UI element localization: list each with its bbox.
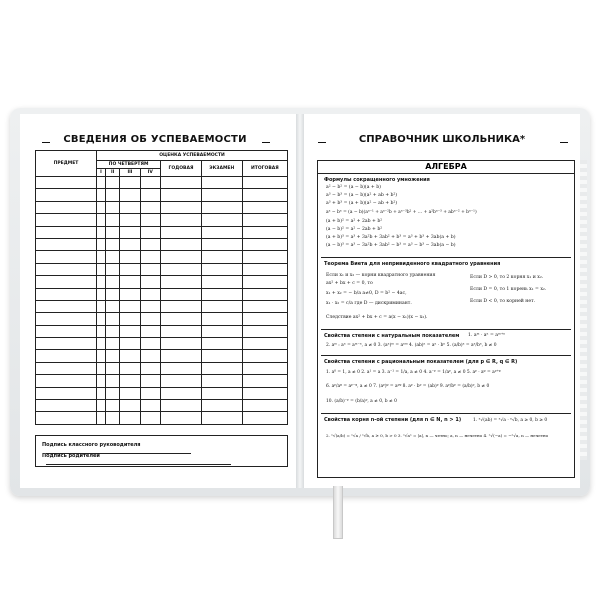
table-row <box>36 263 288 275</box>
table-row <box>36 362 288 374</box>
grade-cell[interactable] <box>242 251 287 263</box>
signature-box <box>35 435 288 467</box>
table-row <box>36 251 288 263</box>
grade-cell[interactable] <box>242 313 287 325</box>
grade-cell[interactable] <box>140 288 161 300</box>
grade-cell[interactable] <box>161 276 202 288</box>
section-divider <box>321 257 571 258</box>
grade-cell[interactable] <box>242 362 287 374</box>
table-row <box>36 177 288 189</box>
grade-cell[interactable] <box>105 238 120 250</box>
algebra-reference-box <box>317 160 575 478</box>
grade-cell[interactable] <box>161 189 202 201</box>
grades-title: СВЕДЕНИЯ ОБ УСПЕВАЕМОСТИ <box>63 134 247 145</box>
grade-cell[interactable] <box>242 300 287 312</box>
grade-cell[interactable] <box>140 300 161 312</box>
grade-cell[interactable] <box>120 375 140 387</box>
teacher-signature-label: Подпись классного руководителя <box>42 442 141 448</box>
grade-cell[interactable] <box>201 288 242 300</box>
grade-cell[interactable] <box>140 313 161 325</box>
grade-cell[interactable] <box>140 251 161 263</box>
grade-cell[interactable] <box>105 276 120 288</box>
reference-title: СПРАВОЧНИК ШКОЛЬНИКА* <box>358 134 526 145</box>
grade-cell[interactable] <box>161 201 202 213</box>
grade-cell[interactable] <box>140 214 161 226</box>
subject-cell[interactable] <box>36 177 97 189</box>
grade-cell[interactable] <box>120 177 140 189</box>
grade-cell[interactable] <box>242 226 287 238</box>
section-divider <box>321 413 571 414</box>
formula-line: (a − b)³ = a³ − 3a²b + 3ab² − b³ = a³ − b³ − 3ab(a − b) <box>326 243 456 248</box>
grade-cell[interactable] <box>120 263 140 275</box>
grade-cell[interactable] <box>140 238 161 250</box>
grade-cell[interactable] <box>120 276 140 288</box>
grade-cell[interactable] <box>201 400 242 412</box>
subject-cell[interactable] <box>36 400 97 412</box>
grade-cell[interactable] <box>105 325 120 337</box>
grade-cell[interactable] <box>105 214 120 226</box>
grade-cell[interactable] <box>120 387 140 399</box>
grade-cell[interactable] <box>140 325 161 337</box>
grade-cell[interactable] <box>140 362 161 374</box>
grade-cell[interactable] <box>242 177 287 189</box>
parent-signature-label: Подпись родителей <box>42 453 100 459</box>
grade-cell[interactable] <box>201 214 242 226</box>
table-row <box>36 338 288 350</box>
grade-cell[interactable] <box>201 412 242 424</box>
formula-line: aⁿ − bⁿ = (a − b)(aⁿ⁻¹ + aⁿ⁻²b + aⁿ⁻³b² + … + a²bⁿ⁻³ + abⁿ⁻² + bⁿ⁻¹) <box>326 210 477 215</box>
grade-cell[interactable] <box>97 300 106 312</box>
table-row <box>36 400 288 412</box>
quarters-header: ПО ЧЕТВЕРТЯМ <box>97 161 161 169</box>
grade-cell[interactable] <box>105 226 120 238</box>
parent-signature-row <box>42 453 287 465</box>
abbrev-mult-title: Формулы сокращенного умножения <box>324 177 430 183</box>
quarter-4-header: IV <box>140 169 161 177</box>
grade-cell[interactable] <box>201 387 242 399</box>
yearly-header: ГОДОВАЯ <box>161 161 202 177</box>
grade-cell[interactable] <box>120 313 140 325</box>
grade-cell[interactable] <box>120 338 140 350</box>
grade-cell[interactable] <box>97 313 106 325</box>
grade-cell[interactable] <box>105 189 120 201</box>
subject-cell[interactable] <box>36 251 97 263</box>
quarter-1-header: I <box>97 169 106 177</box>
subject-cell[interactable] <box>36 387 97 399</box>
table-row <box>36 412 288 424</box>
grade-cell[interactable] <box>97 238 106 250</box>
grade-cell[interactable] <box>161 338 202 350</box>
vieta-case: Если D < 0, то корней нет. <box>470 299 536 304</box>
grade-cell[interactable] <box>201 251 242 263</box>
grade-cell[interactable] <box>242 201 287 213</box>
formula-line: (a − b)² = a² − 2ab + b² <box>326 227 383 232</box>
grade-cell[interactable] <box>140 189 161 201</box>
grade-cell[interactable] <box>120 325 140 337</box>
grade-cell[interactable] <box>242 214 287 226</box>
grade-cell[interactable] <box>120 300 140 312</box>
table-row <box>36 276 288 288</box>
grade-cell[interactable] <box>201 263 242 275</box>
grade-cell[interactable] <box>140 263 161 275</box>
grade-cell[interactable] <box>201 238 242 250</box>
grade-cell[interactable] <box>161 412 202 424</box>
grade-cell[interactable] <box>161 362 202 374</box>
grade-cell[interactable] <box>97 201 106 213</box>
grade-cell[interactable] <box>140 201 161 213</box>
grade-cell[interactable] <box>105 300 120 312</box>
grade-cell[interactable] <box>161 375 202 387</box>
grade-cell[interactable] <box>242 189 287 201</box>
grade-cell[interactable] <box>140 400 161 412</box>
table-row <box>36 375 288 387</box>
page-edges <box>579 160 587 460</box>
grade-cell[interactable] <box>161 350 202 362</box>
rational-power-line: 1. a⁰ = 1, a ≠ 0 2. a¹ = a 3. a⁻¹ = 1/a, a ≠ 0 4. a⁻ᵖ = 1/aᵖ, a ≠ 0 5. aᵖ · aᵠ = aᵖ⁺ᵠ <box>326 370 501 375</box>
subject-cell[interactable] <box>36 238 97 250</box>
subject-cell[interactable] <box>36 263 97 275</box>
parent-signature-line[interactable] <box>46 464 231 465</box>
grade-cell[interactable] <box>201 276 242 288</box>
vieta-line: x₁ · x₂ = c/a где D — дискриминант. <box>326 301 412 306</box>
grade-cell[interactable] <box>140 338 161 350</box>
table-row <box>36 238 288 250</box>
grade-cell[interactable] <box>97 412 106 424</box>
table-row <box>36 226 288 238</box>
grade-cell[interactable] <box>161 300 202 312</box>
grade-cell[interactable] <box>161 387 202 399</box>
subject-cell[interactable] <box>36 288 97 300</box>
grade-cell[interactable] <box>161 325 202 337</box>
subject-cell[interactable] <box>36 226 97 238</box>
grade-cell[interactable] <box>201 177 242 189</box>
grade-cell[interactable] <box>97 276 106 288</box>
formula-line: (a + b)³ = a³ + 3a²b + 3ab² + b³ = a³ + b³ + 3ab(a + b) <box>326 235 456 240</box>
natural-power-line: 1. aᵐ · aⁿ = aᵐ⁺ⁿ <box>468 333 506 338</box>
vieta-case: Если D > 0, то 2 корня x₁ и x₂. <box>470 275 544 280</box>
subject-cell[interactable] <box>36 201 97 213</box>
grade-cell[interactable] <box>120 350 140 362</box>
grade-cell[interactable] <box>97 177 106 189</box>
grade-cell[interactable] <box>201 201 242 213</box>
grade-cell[interactable] <box>105 313 120 325</box>
root-line: 2. ⁿ√(a/b) = ⁿ√a / ⁿ√b, a ≥ 0, b > 0 3. ⁿ√aⁿ = |a|, n — четно; a, n — нечетно 4. ⁿ√(−a) = −ⁿ√a, n — нечетно <box>326 433 549 438</box>
grade-cell[interactable] <box>161 238 202 250</box>
grade-cell[interactable] <box>242 338 287 350</box>
table-row <box>36 313 288 325</box>
grade-cell[interactable] <box>120 238 140 250</box>
grade-cell[interactable] <box>97 325 106 337</box>
table-row <box>36 189 288 201</box>
subject-cell[interactable] <box>36 313 97 325</box>
table-row <box>36 300 288 312</box>
section-divider <box>321 329 571 330</box>
grade-cell[interactable] <box>105 350 120 362</box>
grade-cell[interactable] <box>242 288 287 300</box>
grade-cell[interactable] <box>140 387 161 399</box>
subject-header: ПРЕДМЕТ <box>36 151 97 177</box>
grade-cell[interactable] <box>105 251 120 263</box>
subject-cell[interactable] <box>36 325 97 337</box>
grade-cell[interactable] <box>120 362 140 374</box>
exam-header: ЭКЗАМЕН <box>201 161 242 177</box>
grades-header: ОЦЕНКА УСПЕВАЕМОСТИ <box>97 151 288 161</box>
diary-spine <box>296 114 304 488</box>
grade-cell[interactable] <box>105 412 120 424</box>
grade-cell[interactable] <box>97 387 106 399</box>
grade-cell[interactable] <box>140 375 161 387</box>
grade-cell[interactable] <box>105 375 120 387</box>
grade-cell[interactable] <box>201 375 242 387</box>
grade-cell[interactable] <box>120 412 140 424</box>
final-header: ИТОГОВАЯ <box>242 161 287 177</box>
grade-cell[interactable] <box>161 177 202 189</box>
rational-power-title: Свойства степени с рациональным показателем (для p ∈ R, q ∈ R) <box>324 359 518 365</box>
grade-cell[interactable] <box>140 177 161 189</box>
grade-cell[interactable] <box>97 214 106 226</box>
vieta-line: ax² + bx + c = 0, то <box>326 281 373 286</box>
vieta-line: Следствие ax² + bx + c = a(x − x₁)(x − x₂). <box>326 315 428 320</box>
grade-cell[interactable] <box>97 288 106 300</box>
subject-cell[interactable] <box>36 412 97 424</box>
grade-cell[interactable] <box>105 201 120 213</box>
grade-cell[interactable] <box>161 226 202 238</box>
grade-cell[interactable] <box>120 214 140 226</box>
grade-cell[interactable] <box>97 226 106 238</box>
root-line: 1. ⁿ√(ab) = ⁿ√a · ⁿ√b, a ≥ 0, b ≥ 0 <box>473 418 548 423</box>
grade-cell[interactable] <box>140 226 161 238</box>
grade-cell[interactable] <box>105 400 120 412</box>
grade-cell[interactable] <box>97 263 106 275</box>
grade-cell[interactable] <box>120 251 140 263</box>
grade-cell[interactable] <box>97 375 106 387</box>
grade-cell[interactable] <box>97 189 106 201</box>
rational-power-line: 6. aᵖ/aᵠ = aᵖ⁻ᵠ, a ≠ 0 7. (aᵖ)ᵠ = aᵖᵠ 8. aᵖ · bᵖ = (ab)ᵖ 9. aᵖ/bᵖ = (a/b)ᵖ, b ≠ 0 <box>326 384 490 389</box>
grade-cell[interactable] <box>161 313 202 325</box>
grade-cell[interactable] <box>161 263 202 275</box>
quarter-3-header: III <box>120 169 140 177</box>
grade-cell[interactable] <box>242 412 287 424</box>
table-row <box>36 214 288 226</box>
grade-cell[interactable] <box>201 189 242 201</box>
grade-cell[interactable] <box>201 226 242 238</box>
grade-cell[interactable] <box>120 226 140 238</box>
subject-cell[interactable] <box>36 189 97 201</box>
vieta-line: x₁ + x₂ = − b/a a≠0, D = b² − 4ac, <box>326 291 407 296</box>
grade-cell[interactable] <box>105 288 120 300</box>
table-row <box>36 325 288 337</box>
grade-cell[interactable] <box>201 325 242 337</box>
quarter-2-header: II <box>105 169 120 177</box>
grade-cell[interactable] <box>161 400 202 412</box>
grade-cell[interactable] <box>105 362 120 374</box>
formula-line: a³ + b³ = (a + b)(a² − ab + b²) <box>326 201 398 206</box>
algebra-heading: АЛГЕБРА <box>318 161 574 174</box>
formula-line: a² − b² = (a − b)(a + b) <box>326 185 381 190</box>
grade-cell[interactable] <box>201 300 242 312</box>
grade-cell[interactable] <box>120 201 140 213</box>
grade-cell[interactable] <box>105 263 120 275</box>
grade-cell[interactable] <box>120 400 140 412</box>
grade-cell[interactable] <box>242 238 287 250</box>
title-rule-right <box>262 142 270 143</box>
grade-cell[interactable] <box>161 214 202 226</box>
vieta-title: Теорема Виета для непривиденного квадратного уравнения <box>324 261 501 267</box>
grade-cell[interactable] <box>140 350 161 362</box>
subject-cell[interactable] <box>36 214 97 226</box>
grade-cell[interactable] <box>242 325 287 337</box>
formula-line: (a + b)² = a² + 2ab + b² <box>326 219 383 224</box>
grade-cell[interactable] <box>97 362 106 374</box>
formula-line: a³ − b³ = (a − b)(a² + ab + b²) <box>326 193 398 198</box>
grade-cell[interactable] <box>201 362 242 374</box>
subject-cell[interactable] <box>36 350 97 362</box>
table-row <box>36 288 288 300</box>
grade-cell[interactable] <box>140 276 161 288</box>
grade-cell[interactable] <box>97 251 106 263</box>
table-row <box>36 387 288 399</box>
grade-cell[interactable] <box>242 375 287 387</box>
grade-cell[interactable] <box>97 350 106 362</box>
natural-power-line: 2. aᵐ : aⁿ = aᵐ⁻ⁿ, a ≠ 0 3. (aⁿ)ᵐ = aⁿᵐ 4. (ab)ⁿ = aⁿ · bⁿ 5. (a/b)ⁿ = aⁿ/bⁿ, b ≠ 0 <box>326 343 497 348</box>
grade-cell[interactable] <box>120 189 140 201</box>
subject-cell[interactable] <box>36 375 97 387</box>
subject-cell[interactable] <box>36 362 97 374</box>
subject-cell[interactable] <box>36 276 97 288</box>
grade-cell[interactable] <box>242 263 287 275</box>
grade-cell[interactable] <box>161 288 202 300</box>
subject-cell[interactable] <box>36 338 97 350</box>
bookmark-ribbon <box>333 486 343 539</box>
grade-cell[interactable] <box>97 400 106 412</box>
rational-power-line: 10. (a/b)⁻ᵖ = (b/a)ᵖ, a ≠ 0, b ≠ 0 <box>326 399 397 404</box>
natural-power-title: Свойства степени с натуральным показателем <box>324 333 460 339</box>
grade-cell[interactable] <box>242 350 287 362</box>
grade-cell[interactable] <box>120 288 140 300</box>
grade-cell[interactable] <box>242 276 287 288</box>
section-divider <box>321 355 571 356</box>
grade-cell[interactable] <box>105 338 120 350</box>
grade-cell[interactable] <box>105 177 120 189</box>
grade-cell[interactable] <box>161 251 202 263</box>
grade-cell[interactable] <box>242 387 287 399</box>
vieta-case: Если D = 0, то 1 корень x₁ = x₂. <box>470 287 547 292</box>
subject-cell[interactable] <box>36 300 97 312</box>
ref-title-rule-right <box>560 142 568 143</box>
root-title: Свойства корня n-ой степени (для n ∈ N, n > 1) <box>324 417 462 423</box>
grade-cell[interactable] <box>201 313 242 325</box>
grade-cell[interactable] <box>97 338 106 350</box>
grade-cell[interactable] <box>201 350 242 362</box>
grade-cell[interactable] <box>140 412 161 424</box>
vieta-line: Если x₁ и x₂ — корни квадратного уравнения <box>326 273 436 278</box>
grade-cell[interactable] <box>105 387 120 399</box>
grade-cell[interactable] <box>201 338 242 350</box>
grade-cell[interactable] <box>242 400 287 412</box>
grades-table <box>35 150 288 425</box>
table-row <box>36 201 288 213</box>
table-row <box>36 350 288 362</box>
